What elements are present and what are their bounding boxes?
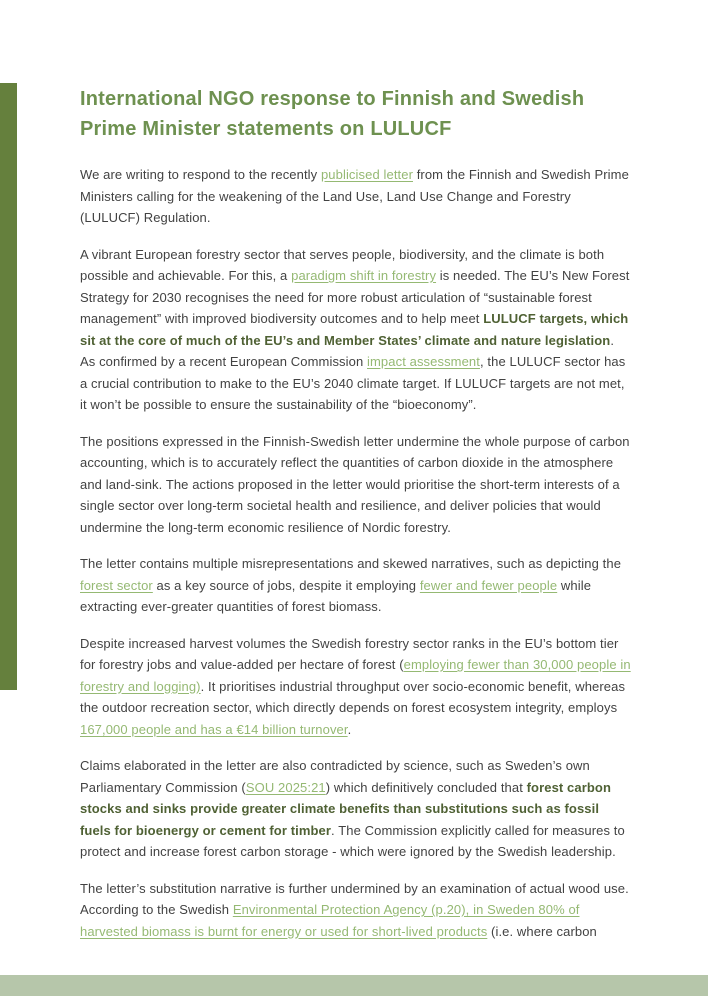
body-text: is needed. The EU’s New Forest Strategy for 2030 recognises the need for more robust articulation of “sustainable forest management” with improved biodiversity outcomes and to help meet: [80, 268, 630, 326]
body-text: The positions expressed in the Finnish-Swedish letter undermine the whole purpose of carbon accounting, which is to accurately reflect the quantities of carbon dioxide in the atmosphere and land-sink. The actions proposed in the letter would prioritise the short-term interests of a single sector over long-term societal health and resilience, and deliver policies that would undermine the long-term economic resilience of Nordic forestry.: [80, 433, 630, 535]
body-text: A vibrant European forestry sector that serves people, biodiversity, and the climate is both possible and achievable. For this, a: [80, 246, 605, 283]
body-text: The letter contains multiple misrepresentations and skewed narratives, such as depicting the: [80, 556, 622, 571]
inline-link[interactable]: 167,000 people and has a €14 billion turnover: [80, 721, 348, 737]
body-text: .: [347, 721, 352, 737]
emphasis-text: LULUCF targets, which sit at the core of much of the EU’s and Member States’ climate and nature legislation: [80, 311, 629, 348]
body-text: We are writing to respond to the recently: [80, 167, 321, 182]
paragraph: [80, 164, 632, 229]
body-text: Despite increased harvest volumes the Swedish forestry sector ranks in the EU’s bottom tier for forestry jobs and value-added per hectare of forest (: [80, 635, 619, 672]
document-content: [80, 84, 632, 957]
left-accent-bar: [0, 83, 17, 690]
paragraph: [80, 244, 632, 416]
page-title: International NGO response to Finnish and Swedish Prime Minister statements on LULUCF: [80, 88, 585, 140]
paragraph: [80, 633, 632, 741]
body-text: (i.e. where carbon: [487, 923, 597, 939]
paragraph: [80, 553, 632, 618]
body-text: Claims elaborated in the letter are also contradicted by science, such as Sweden’s own Parliamentary Commission (: [80, 758, 590, 795]
emphasis-text: forest carbon stocks and sinks provide greater climate benefits than substitutions such as fossil fuels for bioenergy or cement for timber: [80, 779, 611, 838]
body-text: . It prioritises industrial throughput over socio-economic benefit, whereas the outdoor recreation sector, which directly depends on forest ecosystem integrity, employs: [80, 678, 626, 715]
body-text: while extracting ever-greater quantities of forest biomass.: [80, 577, 592, 614]
body-text: as a key source of jobs, despite it employing: [152, 577, 420, 593]
body-text: from the Finnish and Swedish Prime Ministers calling for the weakening of the Land Use, Land Use Change and Forestry (LULUCF) Regulation.: [80, 167, 629, 225]
paragraph: [80, 431, 632, 539]
inline-link[interactable]: publicised letter: [320, 167, 413, 182]
body-text: ) which definitively concluded that: [325, 779, 527, 795]
inline-link[interactable]: employing fewer than 30,000 people in forestry and logging): [80, 657, 631, 694]
paragraph: [80, 878, 632, 943]
body-text: The letter’s substitution narrative is further undermined by an examination of actual wood use. According to the Swedish: [80, 880, 629, 917]
paragraph: [80, 755, 632, 863]
inline-link[interactable]: forest sector: [80, 577, 153, 593]
inline-link[interactable]: SOU 2025:21: [245, 779, 326, 795]
inline-link[interactable]: impact assessment: [367, 354, 480, 369]
body-text: , the LULUCF sector has a crucial contribution to make to the EU’s 2040 climate target. If LULUCF targets are not met, it won’t be possible to ensure the sustainability of the “bioeconomy”.: [80, 354, 626, 412]
inline-link[interactable]: fewer and fewer people: [419, 577, 558, 593]
inline-link[interactable]: Environmental Protection Agency (p.20), in Sweden 80% of harvested biomass is burnt for energy or used for short-lived products: [80, 902, 580, 939]
body-text: . As confirmed by a recent European Commission: [80, 332, 615, 369]
footer-band: [0, 975, 708, 996]
inline-link[interactable]: paradigm shift in forestry: [291, 268, 437, 283]
document-body: [80, 164, 632, 942]
body-text: . The Commission explicitly called for measures to protect and increase forest carbon storage - which were ignored by the Swedish leadership.: [80, 822, 625, 859]
